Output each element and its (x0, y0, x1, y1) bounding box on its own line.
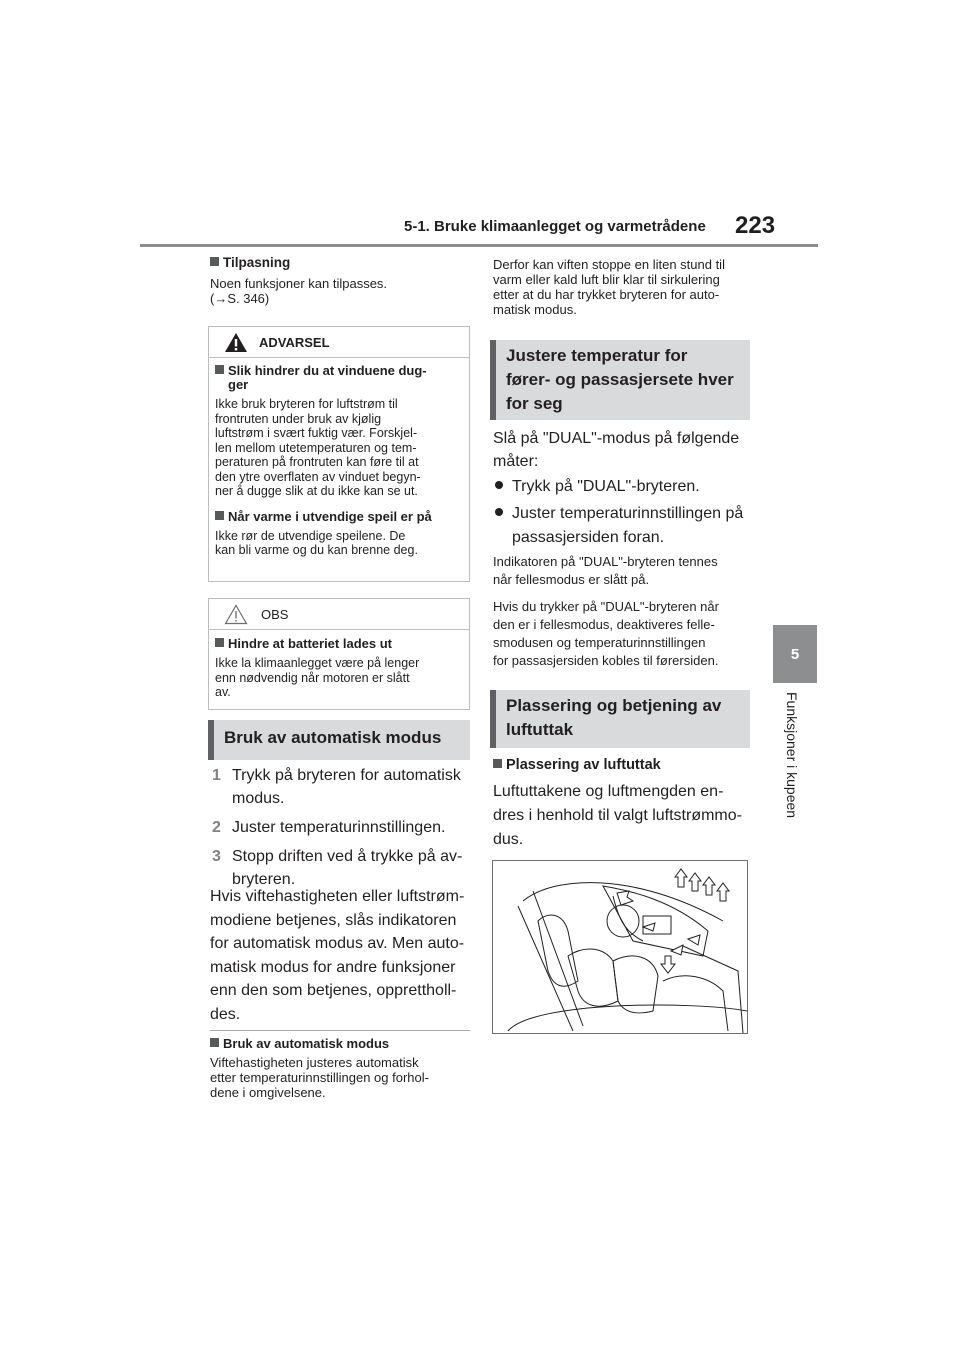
warning-item2-text: Ikke rør de utvendige speilene. De kan bli varme og du kan brenne deg. (215, 528, 418, 557)
notice-item-text: Ikke la klimaanlegget være på lenger enn nødvendig når motoren er slått av. (215, 656, 420, 699)
auto-steps (212, 762, 474, 891)
dual-note-2: Hvis du trykker på "DUAL"-bryteren når den er i fellesmodus, deaktiveres felle- smodusen og temperaturinnstillingen for passasjersiden kobles til førersiden. (493, 599, 719, 668)
warning-box-header (209, 327, 469, 358)
notice-box (208, 598, 470, 710)
chapter-tab-number: 5 (790, 645, 800, 663)
tilpasning-heading: Tilpasning (210, 255, 470, 270)
dual-note-1: Indikatoren på "DUAL"-bryteren tennes når fellesmodus er slått på. (493, 554, 718, 587)
notice-box-header (209, 599, 469, 630)
intro-text: Derfor kan viften stoppe en liten stund til varm eller kald luft blir klar til sirkulering etter at du har trykket bryteren for auto- matisk modus. (493, 257, 725, 317)
notice-item-heading: Hindre at batteriet lades ut (215, 636, 463, 651)
auto-section-heading: Bruk av automatisk modus (208, 720, 470, 760)
tilpasning-line1: Noen funksjoner kan tilpasses. (210, 276, 388, 291)
note-text: Viftehastigheten justeres automatisk etter temperaturinnstillingen og forhol- dene i omgivelsene. (210, 1055, 429, 1100)
dual-intro: Slå på "DUAL"-modus på følgende måter: (493, 430, 740, 470)
auto-paragraph: Hvis viftehastigheten eller luftstrøm- modiene betjenes, slås indikatoren for automatisk modus av. Men auto- matisk modus for andre funksjoner enn den som betjenes, opprettholl- des. (210, 888, 465, 1023)
chapter-title: 5-1. Bruke klimaanlegget og varmetrådene (404, 218, 706, 235)
caution-triangle-icon (224, 604, 248, 625)
dual-section-heading: Justere temperatur for fører- og passasjersete hver for seg (490, 340, 750, 420)
page-number: 223 (735, 212, 776, 239)
warning-box (208, 326, 470, 582)
step-1: 1 Trykk på bryteren for automatisk modus. (212, 767, 461, 807)
bullet-icon (495, 508, 503, 516)
car-interior-illustration (493, 861, 747, 1033)
tilpasning-line2: (→S. 346) (210, 291, 270, 306)
bullet-icon (495, 481, 503, 489)
vent-illustration (492, 860, 748, 1034)
note-heading: Bruk av automatisk modus (210, 1036, 472, 1051)
vent-sub-heading: Plassering av luftuttak (493, 757, 755, 773)
side-label (778, 692, 808, 862)
side-label-text: Funksjoner i kupeen (784, 692, 800, 819)
note-block (210, 1036, 472, 1100)
vent-text: Luftuttakene og luftmengden en- dres i henhold til valgt luftstrømmo- dus. (493, 783, 742, 848)
warning-triangle-icon (224, 332, 248, 353)
tilpasning-block (210, 255, 470, 306)
dual-bullet-2: Juster temperaturinnstillingen på passasjersiden foran. (493, 502, 755, 550)
chapter-tab (773, 625, 817, 683)
warning-title: ADVARSEL (259, 335, 330, 350)
warning-item1-heading: Slik hindrer du at vinduene dug- ger (215, 364, 463, 392)
header-rule (140, 244, 818, 247)
vent-section-heading: Plassering og betjening av luftuttak (490, 690, 750, 748)
dual-bullet-1: Trykk på "DUAL"-bryteren. (493, 475, 755, 498)
step-2: 2 Juster temperaturinnstillingen. (212, 819, 446, 836)
note-divider (210, 1030, 470, 1031)
warning-item1-text: Ikke bruk bryteren for luftstrøm til frontruten under bruk av kjølig luftstrøm i svært fuktig vær. Forskjel- len mellom utetemperaturen og tem- peraturen på frontruten kan føre til at den ytre overflaten av vinduet begyn- ner å dugge slik at du ikke kan se ut. (215, 397, 421, 498)
step-3: 3 Stopp driften ved å trykke på av- bryteren. (212, 848, 463, 888)
notice-title: OBS (261, 607, 289, 622)
warning-item2-heading: Når varme i utvendige speil er på (215, 509, 463, 524)
